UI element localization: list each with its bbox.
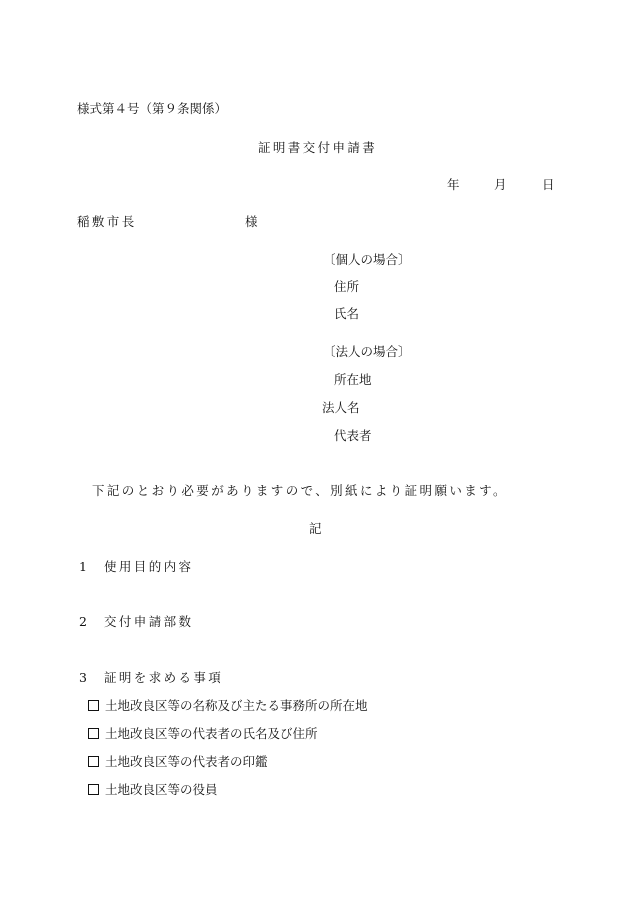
addressee-honorific: 様 [245,214,258,229]
checkbox[interactable] [88,728,99,739]
form-number: 様式第４号（第９条関係） [77,101,228,116]
document-title: 証明書交付申請書 [258,140,378,155]
date-month-label: 月 [494,177,507,192]
item-1-label: 使用目的内容 [104,559,194,574]
individual-header: 〔個人の場合〕 [323,252,411,267]
date-year-label: 年 [447,177,460,192]
item-2-number: 2 [79,614,87,629]
individual-name-label: 氏名 [334,306,360,321]
certify-item [88,784,218,797]
certify-item [88,756,268,769]
item-3-label: 証明を求める事項 [104,670,224,685]
date-day-label: 日 [542,177,555,192]
certify-item-label: 土地改良区等の名称及び主たる事務所の所在地 [105,698,368,713]
certify-item-label: 土地改良区等の代表者の氏名及び住所 [105,726,318,741]
corporation-header: 〔法人の場合〕 [323,344,411,359]
checkbox[interactable] [88,756,99,767]
item-2-label: 交付申請部数 [104,614,194,629]
addressee-name: 稲敷市長 [77,214,137,229]
corporation-location-label: 所在地 [334,372,372,387]
individual-address-label: 住所 [334,279,360,294]
checkbox[interactable] [88,700,99,711]
certify-item [88,700,368,713]
ki-heading: 記 [309,521,322,536]
item-3-number: 3 [79,670,87,685]
certify-item-label: 土地改良区等の役員 [105,782,218,797]
item-1-number: 1 [79,559,87,574]
certify-item [88,728,318,741]
checkbox[interactable] [88,784,99,795]
certify-item-label: 土地改良区等の代表者の印鑑 [105,754,268,769]
corporation-name-label: 法人名 [322,400,360,415]
request-text: 下記のとおり必要がありますので、別紙により証明願います。 [92,483,508,498]
corporation-representative-label: 代表者 [334,428,372,443]
